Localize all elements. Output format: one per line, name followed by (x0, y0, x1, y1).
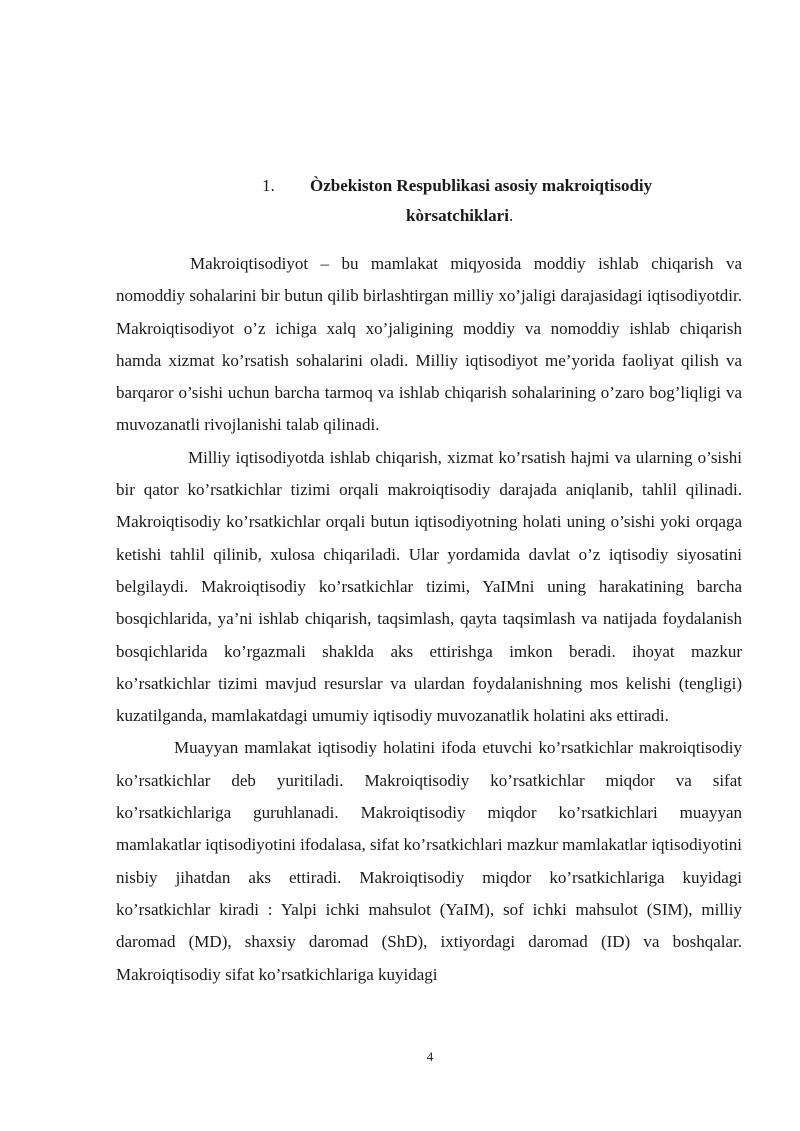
page-number: 4 (426, 1049, 434, 1064)
section-heading-continued (406, 206, 513, 226)
paragraph-3: Muayyan mamlakat iqtisodiy holatini ifoda etuvchi ko’rsatkichlar makroiqtisodiy ko’rsatkichlar deb yuritiladi. Makroiqtisodiy ko’rsatkichlar miqdor va sifat ko’rsatkichlariga guruhlanadi. Makroiqtisodiy miqdor ko’rsatkichlari muayyan mamlakatlar iqtisodiyotini ifodalasa, sifat ko’rsatkichlari mazkur mamlakatlar iqtisodiyotini nisbiy jihatdan aks ettiradi. Makroiqtisodiy miqdor ko’rsatkichlariga kuyidagi ko’rsatkichlar kiradi : Yalpi ichki mahsulot (YaIM), sof ichki mahsulot (SIM), milliy daromad (MD), shaxsiy daromad (ShD), ixtiyordagi daromad (ID) va boshqalar. Makroiqtisodiy sifat ko’rsatkichlariga kuyidagi (116, 738, 743, 984)
section-title-line2: kòrsatchiklari (406, 206, 509, 225)
section-number: 1. (262, 176, 275, 195)
section-title-period: . (508, 206, 514, 225)
body-text (116, 248, 742, 991)
section-heading (262, 176, 652, 196)
paragraph-1: Makroiqtisodiyot – bu mamlakat miqyosida moddiy ishlab chiqarish va nomoddiy sohalarini bir butun qilib birlashtirgan milliy xo’jaligi darajasidagi iqtisodiyotdir. Makroiqtisodiyot o’z ichiga xalq xo’jaligining moddiy va nomoddiy ishlab chiqarish hamda xizmat ko’rsatish sohalarini oladi. Milliy iqtisodiyot me’yorida faoliyat qilish va barqaror o’sishi uchun barcha tarmoq va ishlab chiqarish sohalarining o’zaro bog’liqligi va muvozanatli rivojlanishi talab qilinadi. (116, 254, 742, 435)
paragraph-2: Milliy iqtisodiyotda ishlab chiqarish, xizmat ko’rsatish hajmi va ularning o’sishi bir qator ko’rsatkichlar tizimi orqali makroiqtisodiy darajada aniqlanib, tahlil qilinadi. Makroiqtisodiy ko’rsatkichlar orqali butun iqtisodiyotning holati uning o’sishi yoki orqaga ketishi tahlil qilinib, xulosa chiqariladi. Ular yordamida davlat o’z iqtisodiy siyosatini belgilaydi. Makroiqtisodiy ko’rsatkichlar tizimi, YaIMni uning harakatining barcha bosqichlarida, ya’ni ishlab chiqarish, taqsimlash, qayta taqsimlash va natijada foydalanish bosqichlarida ko’rgazmali shaklda aks ettirishga imkon beradi. ihoyat mazkur ko’rsatkichlar tizimi mavjud resurslar va ulardan foydalanishning mos kelishi (tengligi) kuzatilganda, mamlakatdagi umumiy iqtisodiy muvozanatlik holatini aks ettiradi. (116, 447, 742, 726)
section-title-line1: Òzbekiston Respublikasi asosiy makroiqtisodiy (310, 176, 653, 195)
